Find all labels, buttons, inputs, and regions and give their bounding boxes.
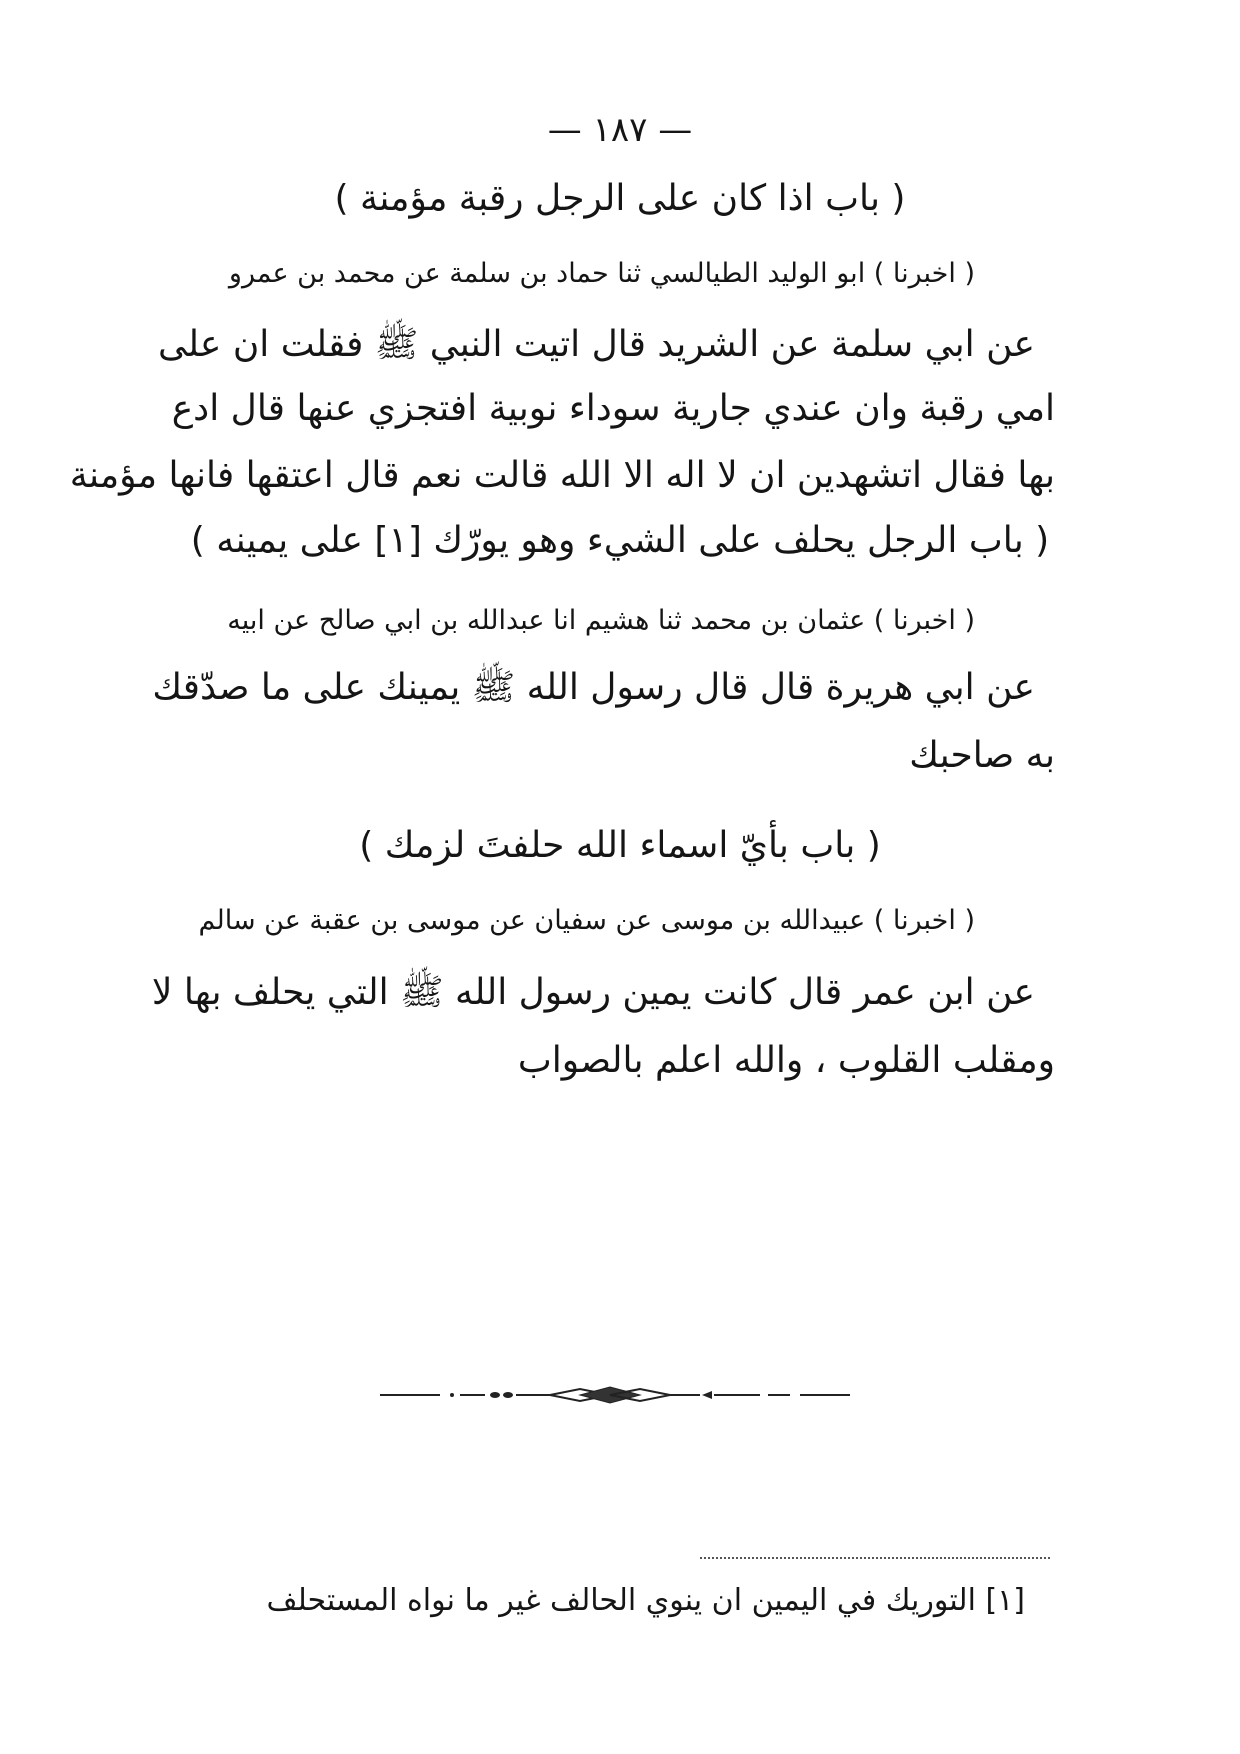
body-line: به صاحبك <box>909 735 1055 776</box>
isnad-line: ( اخبرنا ) عبيدالله بن موسى عن سفيان عن موسى بن عقبة عن سالم <box>198 905 975 936</box>
chapter-heading: ( باب اذا كان على الرجل رقبة مؤمنة ) <box>334 178 906 219</box>
body-line: عن ابي هريرة قال قال رسول الله ﷺ يمينك على ما صدّقك <box>152 667 1035 708</box>
body-line: امي رقبة وان عندي جارية سوداء نوبية افتجزي عنها قال ادع <box>171 388 1055 429</box>
footnote-separator <box>700 1557 1050 1559</box>
isnad-line: ( اخبرنا ) عثمان بن محمد ثنا هشيم انا عبدالله بن ابي صالح عن ابيه <box>227 605 975 636</box>
body-line: بها فقال اتشهدين ان لا اله الا الله قالت نعم قال اعتقها فانها مؤمنة <box>69 455 1055 496</box>
chapter-heading: ( باب بأيّ اسماء الله حلفتَ لزمك ) <box>359 825 881 866</box>
body-line: عن ابن عمر قال كانت يمين رسول الله ﷺ التي يحلف بها لا <box>151 972 1035 1013</box>
isnad-line: ( اخبرنا ) ابو الوليد الطيالسي ثنا حماد بن سلمة عن محمد بن عمرو <box>228 258 975 289</box>
body-line: ومقلب القلوب ، والله اعلم بالصواب <box>517 1040 1055 1081</box>
body-line: عن ابي سلمة عن الشريد قال اتيت النبي ﷺ فقلت ان على <box>157 324 1035 365</box>
ornamental-divider <box>380 1385 850 1405</box>
footnote: [١] التوريك في اليمين ان ينوي الحالف غير ما نواه المستحلف <box>266 1583 1025 1618</box>
chapter-heading: ( باب الرجل يحلف على الشيء وهو يورّك [١] على يمينه ) <box>190 520 1050 561</box>
page-number: — ١٨٧ — <box>547 110 693 150</box>
